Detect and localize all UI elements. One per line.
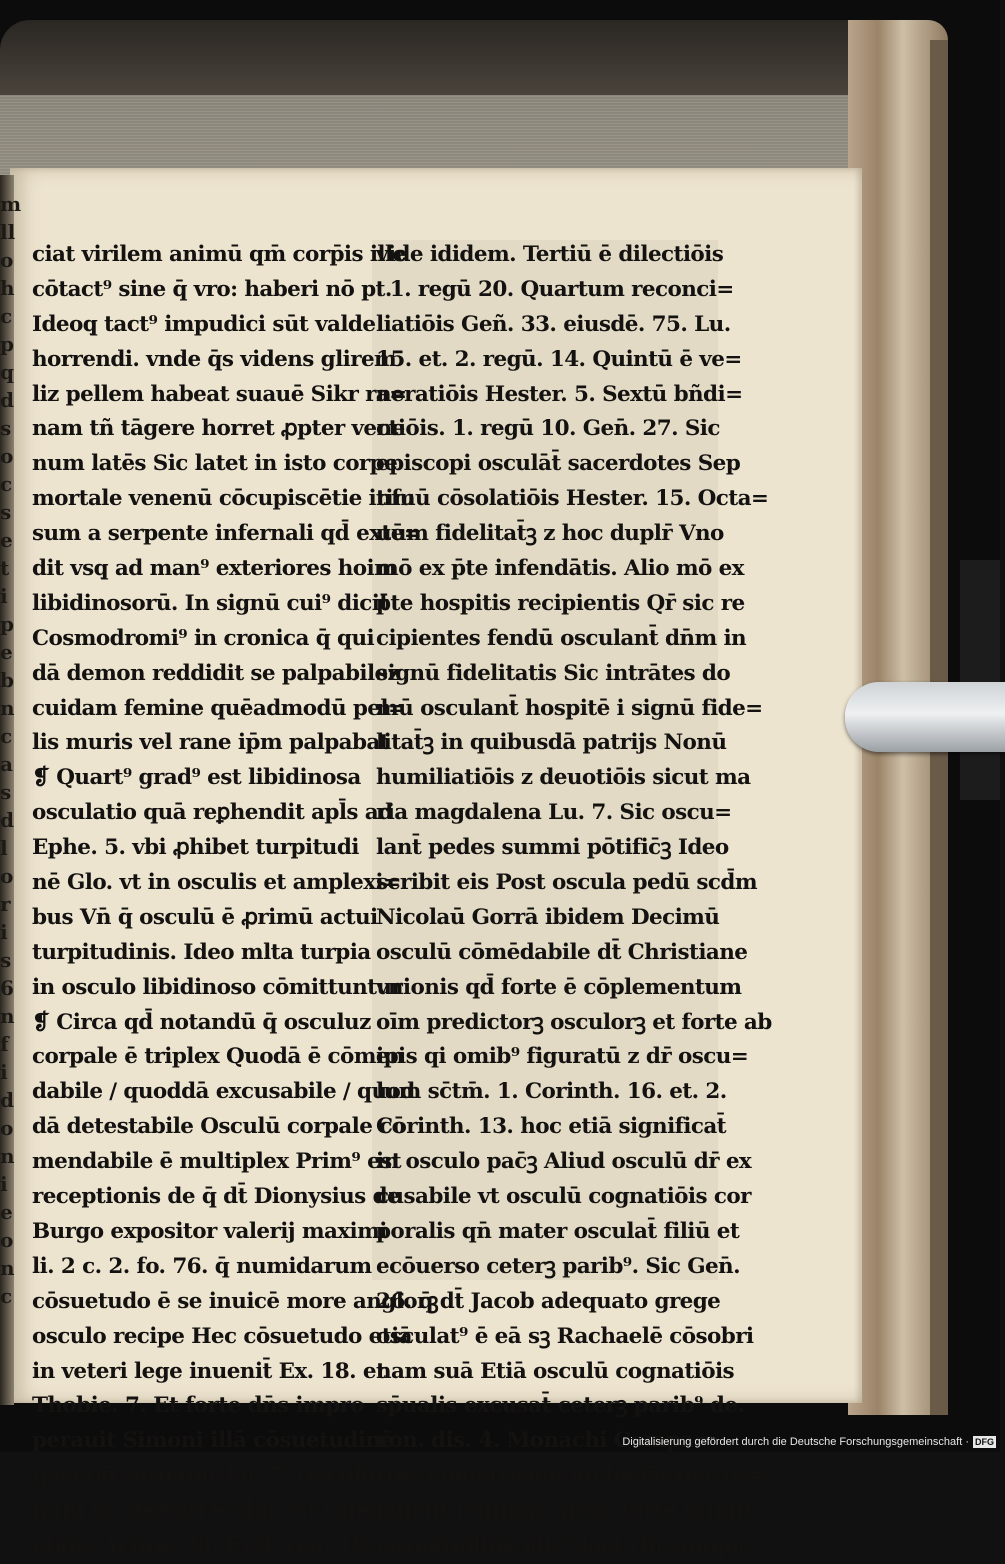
text-line-left: turpitudinis. Ideo mlta turpia: [32, 939, 371, 965]
text-line-left: bus Vn̄ q̄ osculū ē ꝓrimū actui: [32, 904, 378, 930]
text-line-right: ecōuerso ceterꝫ parib⁹. Sic Gen̄.: [376, 1253, 740, 1279]
credit-text: Digitalisierung gefördert durch die Deutsche Forschungsgemeinschaft ·: [622, 1436, 969, 1448]
text-line-right: Nicolaū Gorrā ibidem Decimū: [376, 904, 720, 930]
margin-fragment: h: [0, 276, 15, 300]
text-line-right: ipis qi omib⁹ figuratū z dr̄ oscu=: [376, 1044, 749, 1070]
text-line-left: osculatio quā reꝑhendit apl̄s ad: [32, 800, 393, 826]
text-line-left: ctiōis Actuū. 20. Et 3. reg. 19.: [32, 1532, 374, 1558]
margin-fragment: s: [0, 780, 12, 804]
margin-fragment: ll: [0, 220, 16, 244]
margin-fragment: r: [0, 892, 11, 916]
text-line-left: osculo recipe Hec cōsuetudo etiā: [32, 1323, 412, 1349]
text-line-right: in osculo pac̄ꝫ Aliud osculū dr̄ ex: [376, 1149, 752, 1175]
text-line-left: Cosmodromi⁹ in cronica q̄ qui: [32, 625, 375, 651]
text-line-right: liatiōis Geñ. 33. eiusdē. 75. Lu.: [376, 311, 731, 337]
text-line-right: episcopi osculāt̄ sacerdotes Sep: [376, 451, 741, 477]
text-line-right: humiliatiōis z deuotiōis sicut ma: [376, 765, 751, 791]
margin-fragment: n: [0, 1256, 15, 1280]
facing-page-margin-text: [0, 190, 26, 1380]
text-line-left: cōsuetudo ē se inuicē more anglorꝫ: [32, 1288, 439, 1314]
text-line-left: Ephe. 5. vbi ꝓhibet turpitudi: [32, 835, 359, 861]
text-line-right: tres cōmatresue nō faciāt nec os=: [376, 1463, 767, 1489]
margin-fragment: i: [0, 1172, 8, 1196]
text-line-left: ❡ Circa qd̄ notandū q̄ osculuz: [32, 1009, 371, 1035]
margin-fragment: q: [0, 360, 14, 384]
text-line-left: num latēs Sic latet in isto corpe: [32, 451, 398, 477]
text-line-left: in veteri lege inuenit̄ Ex. 18. et: [32, 1358, 386, 1384]
text-line-right: p̄te hospitis recipientis Qr̄ sic re: [376, 590, 745, 616]
margin-fragment: e: [0, 1200, 13, 1224]
text-line-right: cipientes fendū osculant̄ dn̄m in: [376, 625, 747, 651]
page-stack-edges: [0, 95, 860, 175]
margin-fragment: o: [0, 248, 14, 272]
text-line-right: Corinth. 13. hoc etiā significat̄: [376, 1114, 727, 1140]
page-clamp: [845, 682, 1005, 752]
text-line-right: con. dis. 4. Monachi Compa=: [376, 1428, 712, 1454]
margin-fragment: i: [0, 1060, 8, 1084]
text-line-right: signū fidelitatis Sic intrātes do: [376, 660, 731, 686]
text-line-left: nē Glo. vt in osculis et amplexi=: [32, 870, 401, 896]
margin-fragment: s: [0, 416, 12, 440]
text-line-right: sp̄ualis excusat̄ ceterꝫ parib⁹ de.: [376, 1393, 745, 1419]
margin-fragment: o: [0, 1228, 14, 1252]
margin-fragment: d: [0, 1088, 14, 1112]
margin-fragment: 6: [0, 976, 14, 1000]
margin-fragment: n: [0, 1004, 15, 1028]
text-line-left: li. 2 c. 2. fo. 76. q̄ numidarum: [32, 1253, 372, 1279]
text-line-right: oīm predictorꝫ osculorꝫ et forte ab: [376, 1009, 772, 1035]
margin-fragment: s: [0, 948, 12, 972]
text-line-left: cuidam femine quēadmodū pel=: [32, 695, 406, 721]
dfg-logo: DFG: [975, 1437, 994, 1448]
text-line-left: dā detestabile Osculū corpale cō: [32, 1114, 406, 1140]
text-line-right: lum sc̄tm̄. 1. Corinth. 16. et. 2.: [376, 1079, 727, 1105]
digitization-credit: [600, 1432, 1000, 1452]
margin-fragment: c: [0, 304, 13, 328]
margin-fragment: n: [0, 1144, 15, 1168]
text-line-left: q̄ eā nō seruauit Lu. 7. Osculū: [32, 1463, 376, 1489]
text-line-right: osculat⁹ ē eā sꝫ Rachaelē cōsobri: [376, 1323, 754, 1349]
text-line-right: cōsuetudinē alic⁹ loci vbi compa: [376, 1532, 746, 1558]
margin-fragment: c: [0, 472, 13, 496]
text-line-right: nam suā Etiā osculū cognatiōis: [376, 1358, 735, 1384]
margin-fragment: p: [0, 332, 14, 356]
margin-fragment: f: [0, 1032, 9, 1056]
text-line-left: in osculo libidinoso cōmittuntur: [32, 974, 403, 1000]
margin-fragment: d: [0, 388, 14, 412]
text-line-left: cōtact⁹ sine q̄ vro: haberi nō pt.: [32, 276, 392, 302]
text-line-left: ❡ Quart⁹ grad⁹ est libidinosa: [32, 765, 361, 791]
text-line-left: dabile / quoddā excusabile / quod: [32, 1079, 415, 1105]
text-line-right: ctiōis. 1. regū 10. Gen̄. 27. Sic: [376, 416, 720, 442]
margin-fragment: o: [0, 444, 14, 468]
text-line-left: Thobie. 7. Et forte dn̄s impro: [32, 1393, 365, 1419]
margin-fragment: e: [0, 528, 13, 552]
text-line-left: Burgo expositor valerij maximi: [32, 1218, 387, 1244]
text-line-left: ciat virilem animū qm̄ corp̄is ille: [32, 242, 406, 267]
text-line-right: uum fidelitat̄ꝫ z hoc duplr̄ Vno: [376, 521, 724, 547]
margin-fragment: d: [0, 808, 14, 832]
text-line-right: lant̄ pedes summi pōtific̄ꝫ Ideo: [376, 835, 729, 861]
margin-fragment: c: [0, 1284, 13, 1308]
margin-fragment: o: [0, 1116, 14, 1140]
margin-fragment: i: [0, 920, 8, 944]
text-line-right: vide ididem. Tertiū ē dilectiōis: [376, 242, 724, 267]
text-line-left: dā demon reddidit se palpabilez: [32, 660, 400, 686]
text-line-right: . 1. regū 20. Quartum reconci=: [376, 276, 734, 302]
margin-fragment: b: [0, 668, 14, 692]
text-line-left: mendabile ē multiplex Prim⁹ est: [32, 1149, 401, 1175]
margin-fragment: l: [0, 836, 8, 860]
text-line-left: Ideoq̧ tact⁹ impudici sūt valde: [32, 311, 376, 337]
margin-fragment: t: [0, 556, 10, 580]
margin-fragment: s: [0, 500, 12, 524]
text-line-right: culent̄ feminas glosa forte tangit: [376, 1498, 753, 1524]
margin-fragment: n: [0, 696, 15, 720]
text-column-right: [376, 238, 772, 1564]
text-line-left: dit vsq̧ ad man⁹ exteriores hoim: [32, 556, 397, 582]
text-line-right: mū osculant̄ hospitē i signū fide=: [376, 695, 763, 721]
text-line-right: cusabile vt osculū cognatiōis cor: [376, 1184, 751, 1210]
text-line-left: mortale venenū cōcupiscētie infu: [32, 486, 415, 512]
text-line-right: scribit eis Post oscula pedū scd̄m: [376, 870, 757, 896]
text-line-right: 15. et. 2. regū. 14. Quintū ē ve=: [376, 346, 742, 372]
text-line-left: lis muris vel rane ip̄m palpabat: [32, 730, 390, 756]
margin-fragment: m: [0, 192, 22, 216]
margin-fragment: e: [0, 640, 13, 664]
margin-fragment: a: [0, 752, 13, 776]
margin-fragment: c: [0, 724, 13, 748]
text-line-left: horrendi. vnde q̄s videns glirem: [32, 346, 397, 372]
text-line-left: libidinosorū. In signū cui⁹ dicit: [32, 590, 389, 616]
margin-fragment: o: [0, 864, 14, 888]
text-line-left: corpale ē triplex Quodā ē cōmen: [32, 1044, 405, 1070]
text-line-left: nam tñ tāgere horret ꝓpter vene: [32, 416, 405, 442]
text-line-left: perauit Simoni illā cōsuetudinē: [32, 1428, 394, 1454]
text-line-right: timū cōsolatiōis Hester. 15. Octa=: [376, 486, 769, 512]
text-line-right: 26. q̄ dt̄ Jacob adequato grege: [376, 1288, 721, 1314]
text-line-right: ria magdalena Lu. 7. Sic oscu=: [376, 800, 732, 826]
text-line-left: sum a serpente infernali qd̄ extē=: [32, 521, 422, 547]
text-line-right: poralis qn̄ mater osculat̄ filiū et: [376, 1218, 740, 1244]
text-line-right: neratiōis Hester. 5. Sextū bñdi=: [376, 381, 743, 407]
text-line-left: receptionis de q̄ dt̄ Dionysius de: [32, 1184, 401, 1210]
text-line-right: litat̄ꝫ in quibusdā patrijs Nonū: [376, 730, 727, 756]
margin-fragment: i: [0, 584, 8, 608]
text-line-right: osculū cōmēdabile dt̄ Christiane: [376, 939, 748, 965]
clamp-support: [960, 560, 1000, 800]
text-line-left: mihi nō dedisti Scd̄m est valedi: [32, 1498, 392, 1524]
text-line-right: mō ex p̄te infendātis. Alio mō ex: [376, 556, 744, 582]
text-column-left: [32, 238, 439, 1564]
text-line-left: liz pellem habeat suauē Sikr ra=: [32, 381, 407, 407]
text-line-right: vnionis qd̄ forte ē cōplementum: [376, 974, 742, 1000]
margin-fragment: p: [0, 612, 14, 636]
